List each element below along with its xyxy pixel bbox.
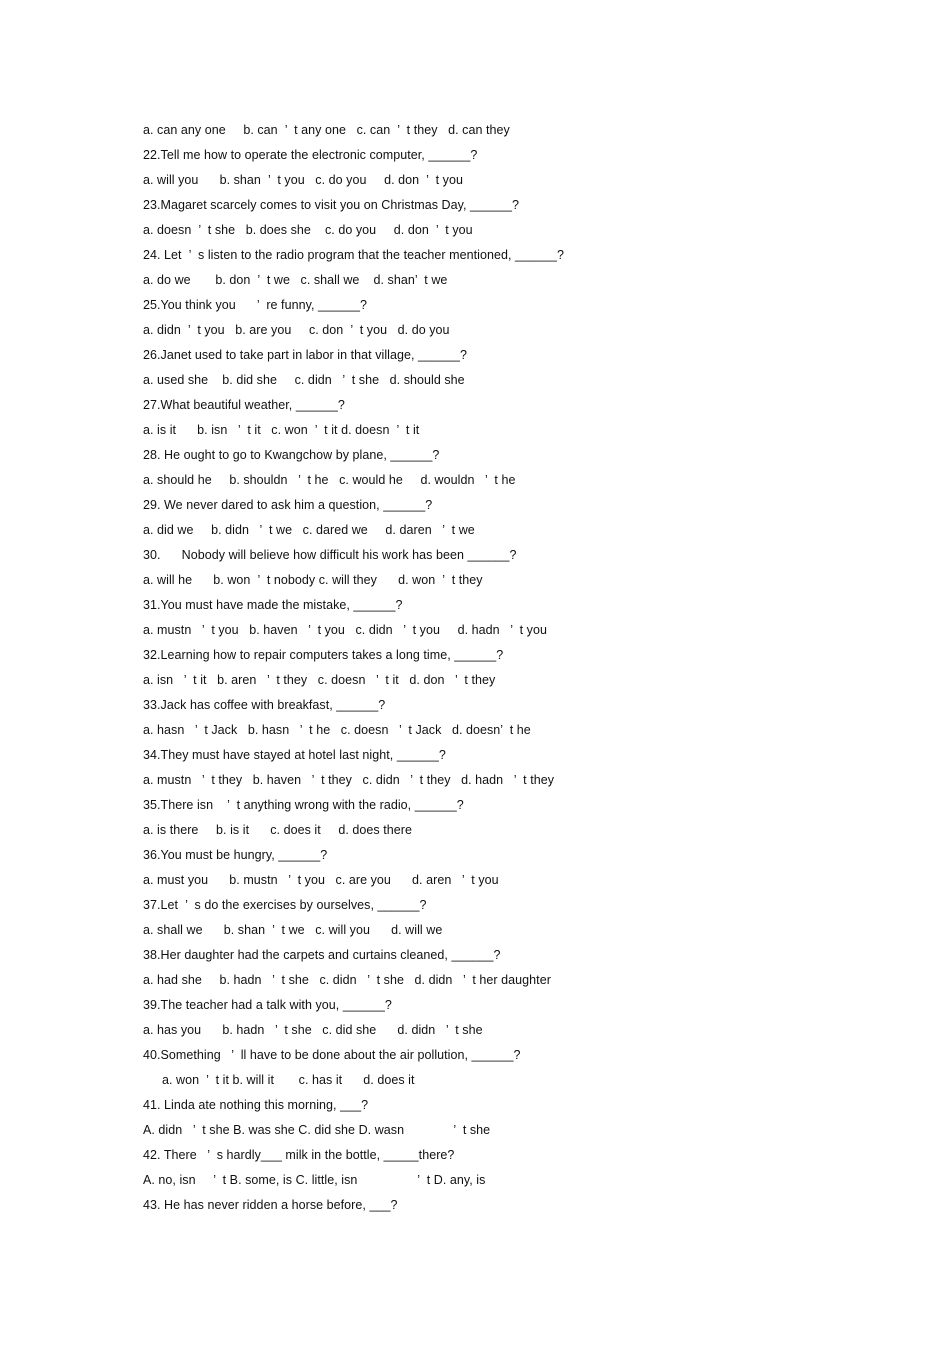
answer-options-line: a. will you b. shan ’ t you c. do you d. don ’ t you	[143, 173, 463, 187]
question-line: 28. He ought to go to Kwangchow by plane, ______?	[143, 448, 440, 462]
answer-options-line: a. must you b. mustn ’ t you c. are you d. aren ’ t you	[143, 873, 499, 887]
answer-options-line: a. mustn ’ t you b. haven ’ t you c. didn ’ t you d. hadn ’ t you	[143, 623, 547, 637]
question-line: 38.Her daughter had the carpets and curtains cleaned, ______?	[143, 948, 501, 962]
question-line: 34.They must have stayed at hotel last night, ______?	[143, 748, 446, 762]
question-line: 30. Nobody will believe how difficult his work has been ______?	[143, 548, 517, 562]
answer-options-line: a. hasn ’ t Jack b. hasn ’ t he c. doesn ’ t Jack d. doesn’ t he	[143, 723, 531, 737]
answer-options-line: a. used she b. did she c. didn ’ t she d. should she	[143, 373, 465, 387]
answer-options-line: a. did we b. didn ’ t we c. dared we d. daren ’ t we	[143, 523, 475, 537]
question-line: 35.There isn ’ t anything wrong with the radio, ______?	[143, 798, 464, 812]
answer-options-line: a. had she b. hadn ’ t she c. didn ’ t she d. didn ’ t her daughter	[143, 973, 551, 987]
answer-options-line: a. can any one b. can ’ t any one c. can ’ t they d. can they	[143, 123, 510, 137]
answer-options-line: a. didn ’ t you b. are you c. don ’ t you d. do you	[143, 323, 450, 337]
question-line: 27.What beautiful weather, ______?	[143, 398, 345, 412]
question-line: 37.Let ’ s do the exercises by ourselves, ______?	[143, 898, 427, 912]
question-line: 24. Let ’ s listen to the radio program that the teacher mentioned, ______?	[143, 248, 565, 262]
answer-options-line: a. doesn ’ t she b. does she c. do you d. don ’ t you	[143, 223, 473, 237]
answer-options-line: a. will he b. won ’ t nobody c. will they d. won ’ t they	[143, 573, 483, 587]
answer-options-line: a. should he b. shouldn ’ t he c. would he d. wouldn ’ t he	[143, 473, 516, 487]
answer-options-line: A. no, isn ’ t B. some, is C. little, isn ’ t D. any, is	[143, 1173, 486, 1187]
answer-options-line: a. is it b. isn ’ t it c. won ’ t it d. doesn ’ t it	[143, 423, 420, 437]
question-line: 33.Jack has coffee with breakfast, ______?	[143, 698, 386, 712]
question-line: 41. Linda ate nothing this morning, ___?	[143, 1098, 369, 1112]
answer-options-line: a. mustn ’ t they b. haven ’ t they c. didn ’ t they d. hadn ’ t they	[143, 773, 555, 787]
question-line: 42. There ’ s hardly___ milk in the bottle, _____there?	[143, 1148, 455, 1162]
question-line: 36.You must be hungry, ______?	[143, 848, 328, 862]
answer-options-line: a. do we b. don ’ t we c. shall we d. shan’ t we	[143, 273, 448, 287]
answer-options-line: a. won ’ t it b. will it c. has it d. does it	[162, 1073, 415, 1087]
question-line: 22.Tell me how to operate the electronic computer, ______?	[143, 148, 478, 162]
question-line: 39.The teacher had a talk with you, ______?	[143, 998, 392, 1012]
answer-options-line: a. shall we b. shan ’ t we c. will you d. will we	[143, 923, 443, 937]
question-line: 23.Magaret scarcely comes to visit you on Christmas Day, ______?	[143, 198, 520, 212]
question-line: 32.Learning how to repair computers takes a long time, ______?	[143, 648, 504, 662]
question-list	[143, 120, 903, 1220]
question-line: 43. He has never ridden a horse before, ___?	[143, 1198, 398, 1212]
answer-options-line: a. isn ’ t it b. aren ’ t they c. doesn ’ t it d. don ’ t they	[143, 673, 496, 687]
question-line: 29. We never dared to ask him a question, ______?	[143, 498, 433, 512]
question-line: 40.Something ’ ll have to be done about the air pollution, ______?	[143, 1048, 521, 1062]
question-line: 31.You must have made the mistake, ______?	[143, 598, 403, 612]
question-line: 25.You think you ’ re funny, ______?	[143, 298, 368, 312]
answer-options-line: a. has you b. hadn ’ t she c. did she d. didn ’ t she	[143, 1023, 483, 1037]
answer-options-line: A. didn ’ t she B. was she C. did she D. wasn ’ t she	[143, 1123, 491, 1137]
answer-options-line: a. is there b. is it c. does it d. does there	[143, 823, 412, 837]
question-line: 26.Janet used to take part in labor in that village, ______?	[143, 348, 468, 362]
